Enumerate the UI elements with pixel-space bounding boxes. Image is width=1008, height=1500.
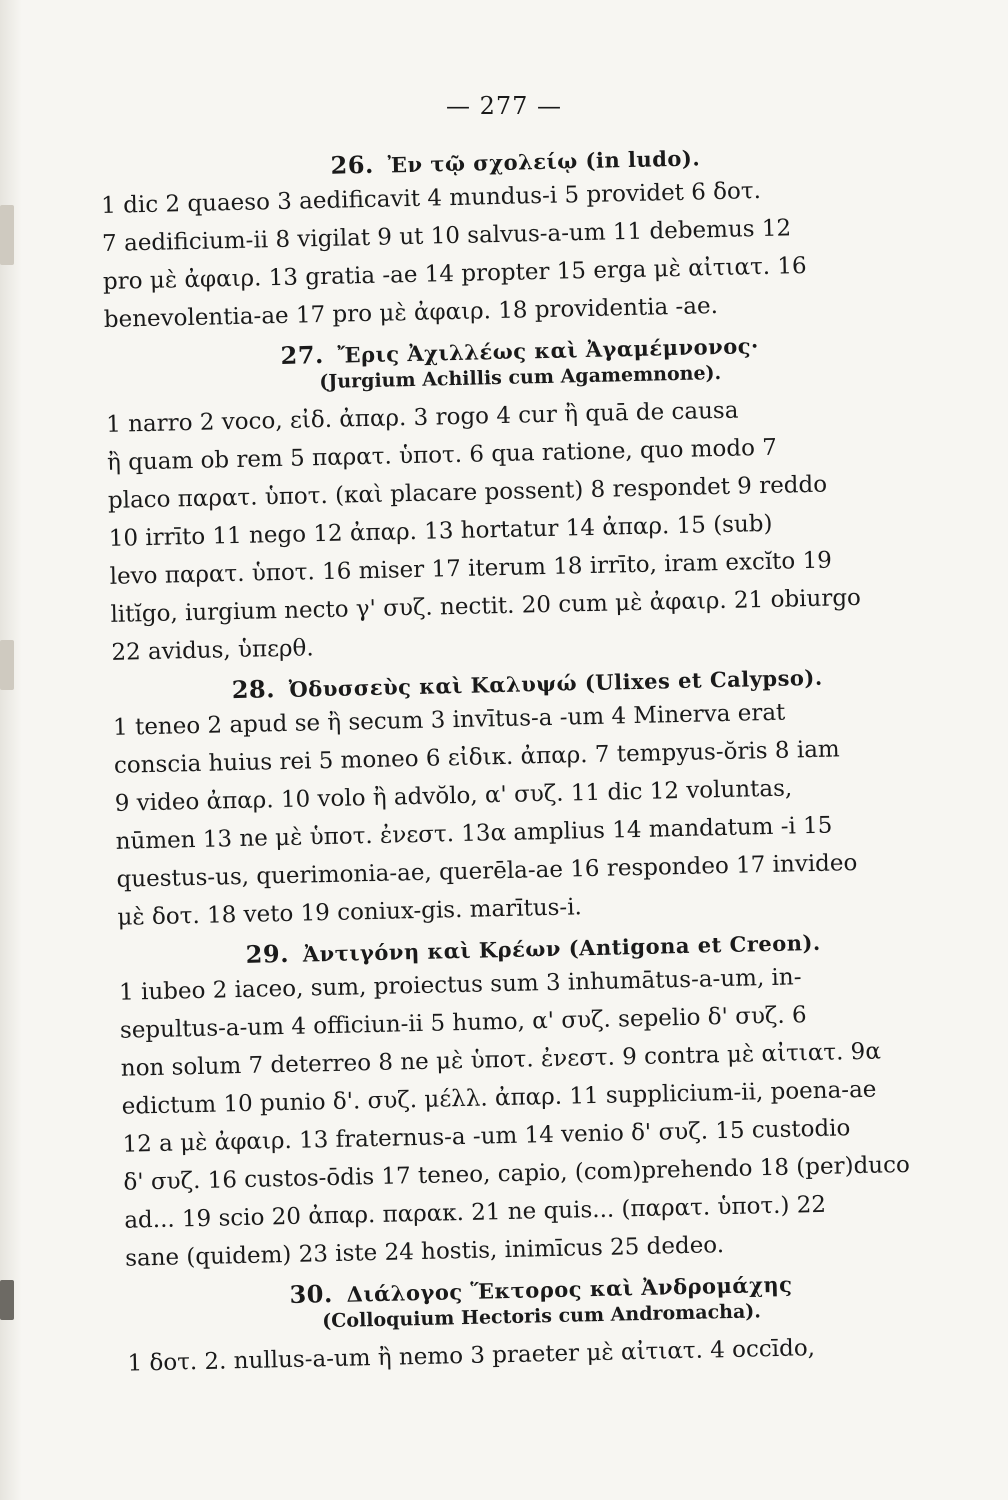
- section-26: [100, 137, 934, 339]
- vocab-line: 1 teneo 2 apud se ἢ secum 3 invītus-a -um 4 Minerva erat: [112, 699, 786, 741]
- vocab-line: edictum 10 punio δ'. συζ. μέλλ. ἀπαρ. 11 supplicium-ii, poena-ae: [121, 1076, 877, 1120]
- vocab-line: 22 avidus, ὑπερθ.: [111, 635, 314, 666]
- section-latin-title: (Antigona et Creon).: [568, 929, 821, 961]
- section-number: 26.: [330, 149, 375, 180]
- vocab-line: δ' συζ. 16 custos-ōdis 17 teneo, capio, (com)prehendo 18 (per)duco: [123, 1151, 911, 1196]
- section-title: Διάλογος Ἕκτορος καὶ Ἀνδρομάχης: [346, 1271, 793, 1307]
- section-latin-title: (Jurgium Achillis cum Agamemnone).: [319, 361, 722, 394]
- section-vocabulary: [106, 387, 942, 672]
- section-number: 30.: [289, 1279, 334, 1309]
- section-vocabulary: [101, 168, 934, 339]
- binding-mark: [0, 205, 14, 265]
- vocab-line: nūmen 13 ne μὲ ὑποτ. ἐνεστ. 13α amplius 14 mandatum -i 15: [115, 812, 833, 855]
- page-content: [100, 131, 958, 1389]
- section-title: Ἀντιγόνη καὶ Κρέων: [302, 935, 562, 967]
- vocab-line: ad... 19 scio 20 ἀπαρ. παρακ. 21 ne quis... (παρατ. ὑποτ.) 22: [124, 1191, 827, 1234]
- section-title: Ἐν τῷ σχολείῳ: [387, 148, 578, 178]
- vocab-line: ἢ quam ob rem 5 παρατ. ὑποτ. 6 qua ratione, quo modo 7: [106, 434, 778, 476]
- section-number: 29.: [245, 938, 290, 969]
- vocab-line: non solum 7 deterreo 8 ne μὲ ὑποτ. ἐνεστ. 9 contra μὲ αἰτιατ. 9α: [120, 1038, 882, 1082]
- section-number: 27.: [280, 339, 325, 370]
- vocab-line: 12 a μὲ ἀφαιρ. 13 fraternus-a -um 14 venio δ' συζ. 15 custodio: [122, 1115, 851, 1158]
- vocab-line: levo παρατ. ὑποτ. 16 miser 17 iterum 18 irrīto, iram excĭto 19: [109, 547, 833, 590]
- vocab-line: sane (quidem) 23 iste 24 hostis, inimīcus 25 dedeo.: [124, 1232, 725, 1272]
- vocab-line: 1 narro 2 voco, εἰδ. ἀπαρ. 3 rogo 4 cur ἢ quā de causa: [105, 397, 739, 438]
- section-vocabulary: [113, 690, 948, 937]
- section-latin-title: (in ludo).: [585, 145, 701, 173]
- vocab-line: litĭgo, iurgium necto γ' συζ. nectit. 20 cum μὲ ἀφαιρ. 21 obiurgo: [110, 584, 862, 628]
- vocab-line: conscia huius rei 5 moneo 6 εἰδικ. ἀπαρ. 7 tempyus-ŏris 8 iam: [113, 736, 840, 779]
- section-latin-title: (Colloquium Hectoris cum Andromacha).: [322, 1300, 762, 1333]
- section-vocabulary: [119, 955, 956, 1278]
- vocab-line: pro μὲ ἀφαιρ. 13 gratia -ae 14 propter 15 erga μὲ αἰτιατ. 16: [102, 253, 807, 295]
- section-30: [126, 1265, 958, 1383]
- section-vocabulary: [127, 1326, 958, 1383]
- vocab-line: benevolentia-ae 17 pro μὲ ἀφαιρ. 18 providentia -ae.: [103, 293, 719, 333]
- vocab-line: 1 iubeo 2 iaceo, sum, proiectus sum 3 inhumātus-a-um, in-: [118, 964, 802, 1006]
- vocab-line: 9 video ἀπαρ. 10 volo ἢ advŏlo, α' συζ. 11 dic 12 voluntas,: [114, 775, 793, 817]
- section-latin-title: (Ulixes et Calypso).: [584, 664, 823, 696]
- vocab-line: sepultus-a-um 4 officiun-ii 5 humo, α' συζ. sepelio δ' συζ. 6: [119, 1002, 807, 1044]
- vocab-line: 10 irrīto 11 nego 12 ἀπαρ. 13 hortatur 14 ἀπαρ. 15 (sub): [108, 510, 773, 552]
- vocab-line: placo παρατ. ὑποτ. (καὶ placare possent) 8 respondet 9 reddo: [107, 471, 828, 514]
- section-27: [104, 326, 941, 672]
- section-28: [112, 659, 948, 937]
- vocab-line: 1 dic 2 quaeso 3 aedificavit 4 mundus-i 5 providet 6 δοτ.: [100, 178, 762, 219]
- vocab-line: μὲ δοτ. 18 veto 19 coniux-gis. marītus-i.: [117, 894, 583, 931]
- section-number: 28.: [231, 674, 276, 705]
- section-29: [118, 924, 955, 1278]
- binding-mark: [0, 1280, 14, 1320]
- vocab-line: 1 δοτ. 2. nullus-a-um ἢ nemo 3 praeter μὲ αἰτιατ. 4 occīdo,: [127, 1335, 816, 1377]
- section-title: Ὀδυσσεὺς καὶ Καλυψώ: [288, 670, 578, 702]
- vocab-line: 7 aedificium-ii 8 vigilat 9 ut 10 salvus-a-um 11 debemus 12: [101, 215, 792, 257]
- page-number: — 277 —: [445, 92, 563, 120]
- vocab-line: questus-us, querimonia-ae, querēla-ae 16 respondeo 17 invideo: [116, 850, 858, 893]
- section-title: Ἔρις Ἀχιλλέως καὶ Ἀγαμέμνονος·: [337, 333, 760, 368]
- binding-mark: [0, 640, 14, 690]
